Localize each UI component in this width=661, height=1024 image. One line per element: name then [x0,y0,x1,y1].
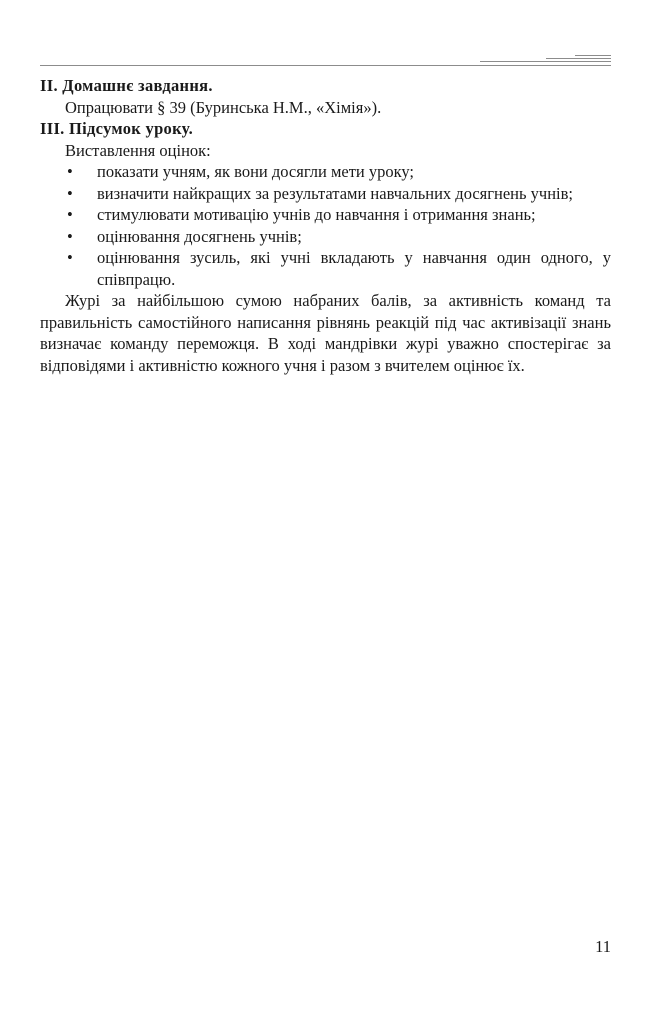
section-2-text: Опрацювати § 39 (Буринська Н.М., «Хімія»). [65,97,382,117]
list-item [40,161,611,183]
header-decoration-line [546,58,611,59]
bullet-icon: • [67,162,73,181]
list-item-text: оцінювання досягнень учнів; [97,226,302,246]
page-content [40,75,611,376]
list-item [40,226,611,248]
bullet-list [40,161,611,290]
section-3-paragraph: Журі за найбільшою сумою набраних балів, за активність команд та правильність самостійного написання рівнянь реакцій під час активізації знань визначає команду переможця. В ході мандрівки журі уважно спостерігає за відповідями і активністю кожного учня і разом з вчителем оцінює їх. [40,291,611,375]
bullet-icon: • [67,205,73,224]
section-2-title: II. Домашнє завдання. [40,76,213,95]
header-rule [40,65,611,66]
list-item-text: визначити найкращих за результатами навчальних досягнень учнів; [97,183,574,203]
section-3-title: III. Підсумок уроку. [40,119,193,138]
list-item-text: показати учням, як вони досягли мети уроку; [97,162,415,181]
page-number: 11 [595,937,611,956]
header-decoration-line [480,61,611,62]
bullet-icon: • [67,248,73,267]
header-decoration-line [575,55,611,56]
bullet-icon: • [67,226,73,246]
list-item-text: оцінювання зусиль, які учні вкладають у навчання один одного, у співпрацю. [97,248,611,289]
list-item [40,183,611,205]
bullet-icon: • [67,183,73,203]
list-item-text: стимулювати мотивацію учнів до навчання і отримання знань; [97,205,536,224]
list-item [40,204,611,226]
section-3-intro: Виставлення оцінок: [65,140,211,160]
list-item [40,247,611,290]
